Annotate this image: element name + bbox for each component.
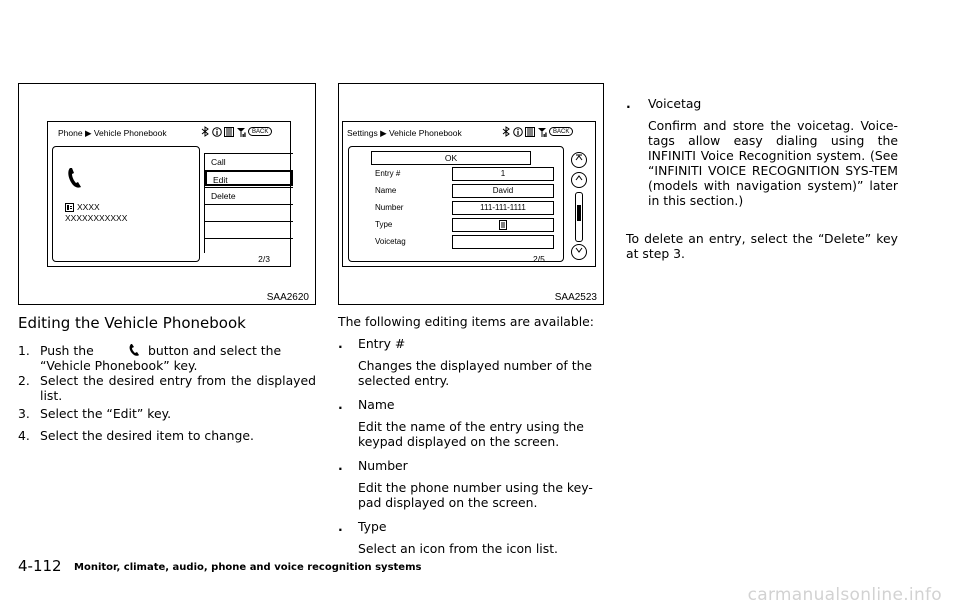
contact-type-icon — [499, 220, 507, 230]
signal-icon — [236, 127, 246, 137]
back-button[interactable]: BACK — [248, 127, 272, 136]
arrow-up-icon — [574, 173, 584, 183]
watermark: carmanualsonline.info — [747, 585, 942, 605]
scroll-down-button[interactable] — [571, 244, 587, 260]
settings-screen — [342, 121, 596, 267]
menu-item-empty — [205, 204, 293, 220]
ok-button[interactable]: OK — [371, 151, 531, 165]
contact-name: XXXX — [77, 202, 100, 212]
edit-menu-list — [204, 153, 292, 253]
figure-phonebook-edit-form — [338, 83, 604, 305]
phone-grid-icon — [224, 127, 234, 137]
screen-title: Phone ▶ Vehicle Phonebook — [58, 128, 167, 138]
field-label-number: Number — [375, 203, 404, 212]
menu-item-delete[interactable]: Delete — [205, 187, 293, 203]
figure-phonebook-edit-menu — [18, 83, 316, 305]
name-field[interactable]: David — [452, 184, 554, 198]
field-label-name: Name — [375, 186, 397, 195]
handset-icon — [67, 167, 83, 189]
arrow-down-icon — [574, 245, 584, 255]
entry-number-field[interactable]: 1 — [452, 167, 554, 181]
page-number: 4-112 — [18, 557, 62, 575]
phone-grid-icon — [525, 127, 535, 137]
back-button[interactable]: BACK — [549, 127, 573, 136]
menu-item-call[interactable]: Call — [205, 153, 293, 169]
scroll-up-button[interactable] — [571, 172, 587, 188]
figure-caption: SAA2523 — [554, 292, 597, 303]
type-field[interactable] — [452, 218, 554, 232]
signal-icon — [537, 127, 547, 137]
menu-item-empty — [205, 238, 293, 239]
contact-type-icon — [65, 203, 74, 212]
chapter-title: Monitor, climate, audio, phone and voice recognition systems — [74, 562, 422, 573]
scrollbar-track[interactable] — [575, 192, 583, 242]
info-icon — [212, 127, 222, 137]
items-intro: The following editing items are available: — [338, 314, 594, 329]
page-indicator: 2/3 — [258, 254, 270, 264]
screen-title: Settings ▶ Vehicle Phonebook — [347, 128, 462, 138]
info-icon — [513, 127, 523, 137]
bluetooth-icon — [502, 126, 511, 137]
field-label-type: Type — [375, 220, 393, 229]
voicetag-field[interactable] — [452, 235, 554, 249]
skip-up-icon — [574, 153, 584, 163]
menu-item-edit[interactable]: Edit — [205, 170, 293, 186]
number-field[interactable]: 111-111-1111 — [452, 201, 554, 215]
contact-number: XXXXXXXXXXX — [65, 213, 128, 223]
menu-item-empty — [205, 221, 293, 237]
bluetooth-icon — [201, 126, 210, 137]
field-label-entry: Entry # — [375, 169, 401, 178]
scroll-top-button[interactable] — [571, 152, 587, 168]
contact-panel — [52, 146, 200, 262]
figure-caption: SAA2620 — [266, 292, 309, 303]
scrollbar-thumb[interactable] — [577, 205, 581, 221]
field-label-voicetag: Voicetag — [375, 237, 406, 246]
section-heading: Editing the Vehicle Phonebook — [18, 314, 246, 332]
edit-form-panel — [348, 146, 564, 262]
delete-note: To delete an entry, select the “Delete” key at step 3. — [626, 231, 898, 261]
phone-screen — [47, 121, 291, 267]
page-indicator: 2/5 — [533, 254, 545, 264]
phone-button-icon — [128, 343, 142, 357]
